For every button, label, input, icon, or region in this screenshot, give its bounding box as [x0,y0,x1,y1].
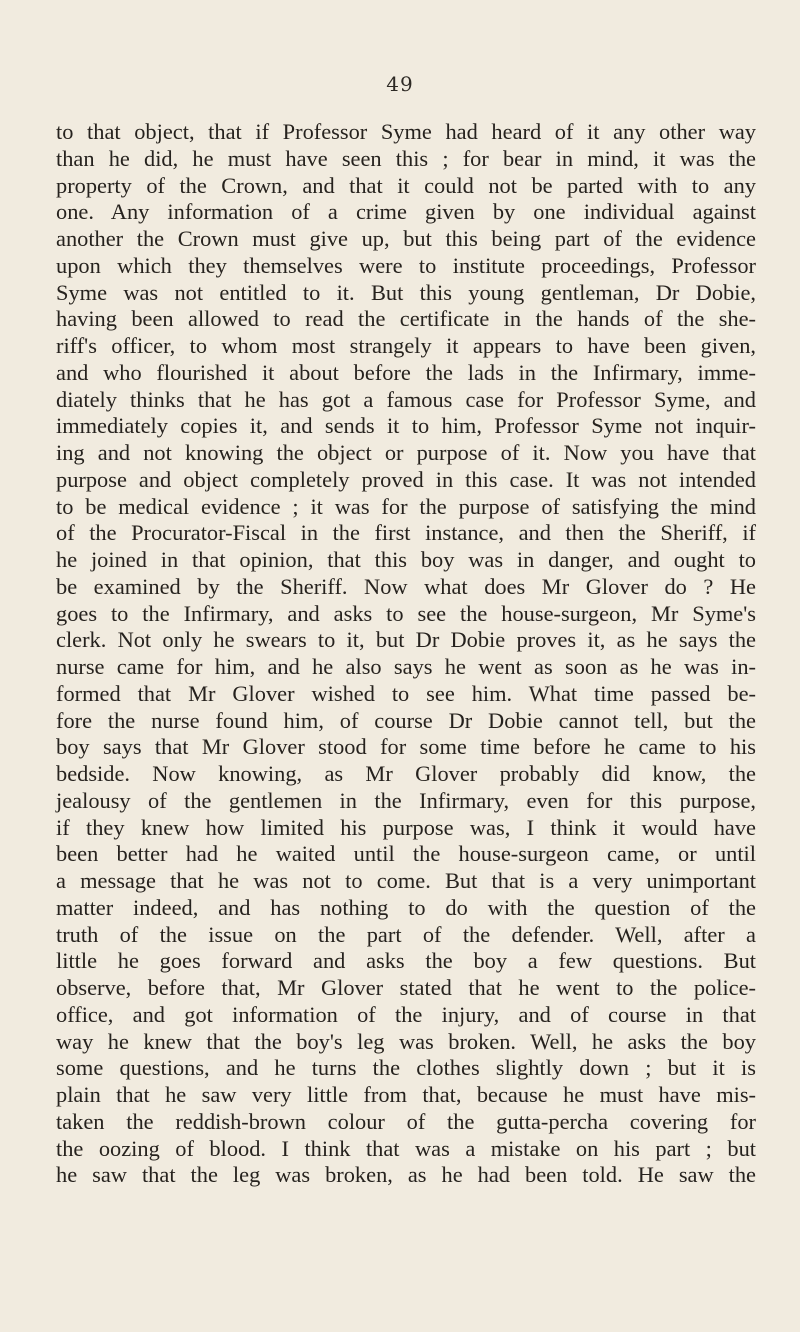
text-line: plain that he saw very little from that, because he must have mis- [56,1082,756,1107]
text-line: one. Any information of a crime given by one individual against [56,199,756,225]
text-line: a message that he was not to come. But that is a very unimportant [56,868,756,893]
text-line: jealousy of the gentlemen in the Infirmary, even for this purpose, [56,787,756,813]
text-line: taken the reddish-brown colour of the gutta-percha covering for [56,1108,756,1134]
text-line: immediately copies it, and sends it to him, Professor Syme not inquir- [56,413,756,439]
text-line: if they knew how limited his purpose was, I think it would have [56,814,756,840]
text-line: riff's officer, to whom most strangely it appears to have been given, [56,333,756,358]
text-line: office, and got information of the injury, and of course in that [56,1001,756,1027]
page-number: 49 [386,72,414,96]
text-line: little he goes forward and asks the boy a few questions. But [56,948,756,974]
text-line: fore the nurse found him, of course Dr Dobie cannot tell, but the [56,707,756,733]
text-line: formed that Mr Glover wished to see him. What time passed be- [56,680,756,706]
text-line: boy says that Mr Glover stood for some time before he came to his [56,734,756,760]
text-line: he saw that the leg was broken, as he had been told. He saw the [56,1162,756,1188]
text-line: diately thinks that he has got a famous case for Professor Syme, and [56,386,756,412]
text-line: observe, before that, Mr Glover stated that he went to the police- [56,975,756,1000]
text-line: ing and not knowing the object or purpose of it. Now you have that [56,440,756,465]
text-line: been better had he waited until the house-surgeon came, or until [56,841,756,867]
text-line: of the Procurator-Fiscal in the first instance, and then the Sheriff, if [56,520,756,546]
text-line: bedside. Now knowing, as Mr Glover probably did know, the [56,761,756,786]
text-line: to be medical evidence ; it was for the purpose of satisfying the mind [56,493,756,519]
text-line: truth of the issue on the part of the defender. Well, after a [56,921,756,947]
text-line: another the Crown must give up, but this being part of the evidence [56,226,756,251]
text-line: way he knew that the boy's leg was broken. Well, he asks the boy [56,1028,756,1054]
text-line: property of the Crown, and that it could not be parted with to any [56,172,756,198]
text-line: upon which they themselves were to institute proceedings, Professor [56,252,756,278]
text-line: goes to the Infirmary, and asks to see the house-surgeon, Mr Syme's [56,600,756,626]
text-line: having been allowed to read the certificate in the hands of the she- [56,306,756,332]
text-line: nurse came for him, and he also says he went as soon as he was in- [56,654,756,679]
text-line: Syme was not entitled to it. But this young gentleman, Dr Dobie, [56,279,756,305]
text-line: some questions, and he turns the clothes slightly down ; but it is [56,1055,756,1081]
text-line: to that object, that if Professor Syme had heard of it any other way [56,119,756,144]
body-paragraph [56,119,756,1189]
text-line: he joined in that opinion, that this boy was in danger, and ought to [56,547,756,572]
text-line: clerk. Not only he swears to it, but Dr Dobie proves it, as he says the [56,627,756,653]
text-line: the oozing of blood. I think that was a mistake on his part ; but [56,1135,756,1161]
text-line: matter indeed, and has nothing to do with the question of the [56,894,756,920]
text-line: purpose and object completely proved in this case. It was not intended [56,466,756,492]
text-line: and who flourished it about before the lads in the Infirmary, imme- [56,359,756,385]
text-line: be examined by the Sheriff. Now what does Mr Glover do ? He [56,573,756,599]
text-line: than he did, he must have seen this ; for bear in mind, it was the [56,145,756,171]
